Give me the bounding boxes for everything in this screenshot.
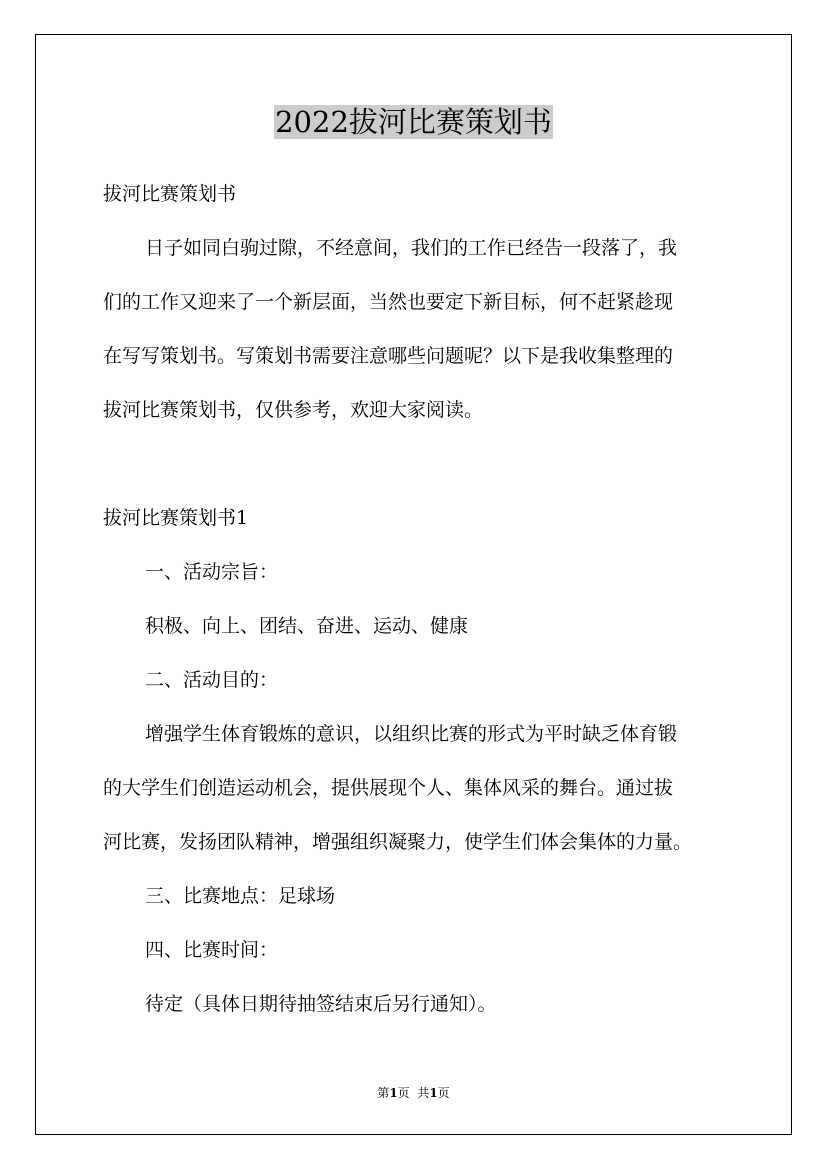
time-text: 待定（具体日期待抽签结束后另行通知）。	[145, 993, 497, 1015]
section-heading: 拔河比赛策划书1	[103, 507, 249, 529]
document-title-text: 2022拔河比赛策划书	[275, 105, 552, 139]
intro-line: 拔河比赛策划书，仅供参考，欢迎大家阅读。	[103, 399, 484, 421]
goal-line: 的大学生们创造运动机会，提供展现个人、集体风采的舞台。通过拔	[103, 777, 674, 799]
time-heading: 四、比赛时间：	[145, 939, 279, 961]
footer-total-pages: 1	[429, 1086, 438, 1100]
intro-line: 在写写策划书。写策划书需要注意哪些问题呢？以下是我收集整理的	[103, 345, 674, 367]
footer-mid: 页 共	[397, 1086, 430, 1100]
document-title	[0, 102, 827, 142]
document-subtitle: 拔河比赛策划书	[103, 183, 237, 205]
purpose-text: 积极、向上、团结、奋进、运动、健康	[145, 615, 469, 637]
intro-line: 们的工作又迎来了一个新层面，当然也要定下新目标，何不赶紧趁现	[103, 291, 674, 313]
goal-line: 河比赛，发扬团队精神，增强组织凝聚力，使学生们体会集体的力量。	[103, 831, 693, 853]
purpose-heading: 一、活动宗旨：	[145, 561, 279, 583]
intro-line: 日子如同白驹过隙，不经意间，我们的工作已经告一段落了，我	[145, 237, 678, 259]
venue-line: 三、比赛地点：足球场	[145, 885, 336, 907]
footer-suffix: 页	[437, 1086, 450, 1100]
page-footer	[0, 1085, 827, 1101]
footer-prefix: 第	[377, 1086, 390, 1100]
goal-line: 增强学生体育锻炼的意识，以组织比赛的形式为平时缺乏体育锻	[145, 723, 678, 745]
goal-heading: 二、活动目的：	[145, 669, 279, 691]
footer-page-number: 1	[389, 1086, 398, 1100]
